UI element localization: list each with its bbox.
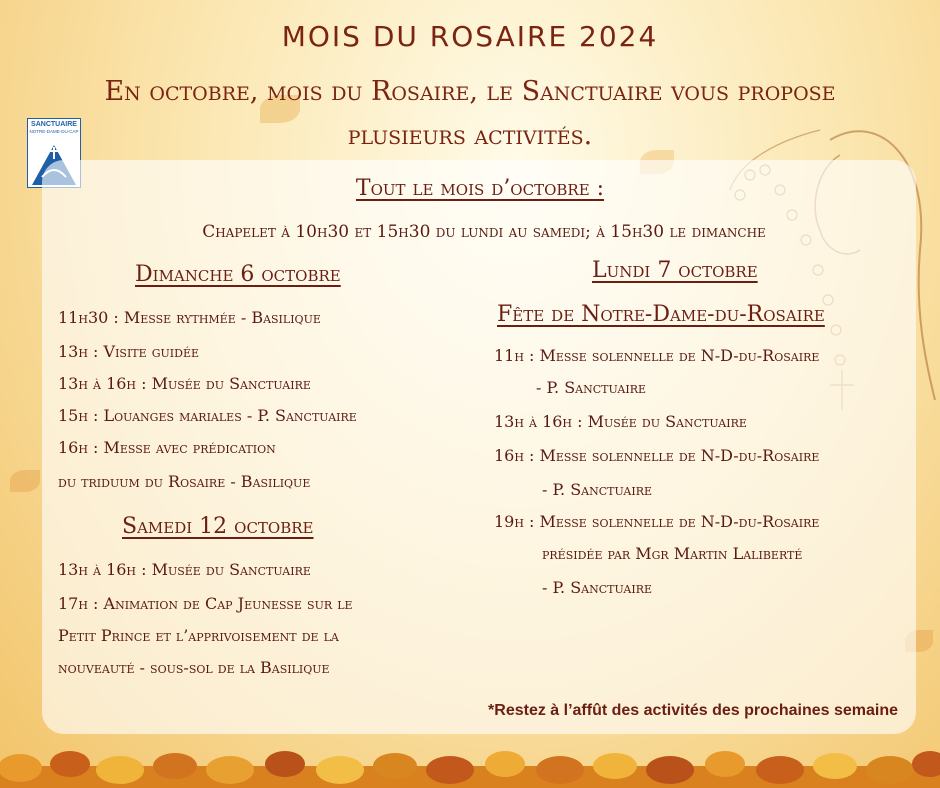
schedule-line: 13h à 16h : Musée du Sanctuaire (494, 412, 747, 431)
schedule-line: - P. Sanctuaire (542, 578, 653, 597)
sunday-heading: Dimanche 6 octobre (135, 262, 341, 287)
schedule-line: 16h : Messe solennelle de N-D-du-Rosaire (494, 446, 820, 465)
month-heading: Tout le mois d’octobre : (355, 176, 605, 201)
schedule-line: 15h : Louanges mariales - P. Sanctuaire (58, 406, 357, 425)
schedule-line: 17h : Animation de Cap Jeunesse sur le (58, 594, 353, 613)
schedule-line: 11h : Messe solennelle de N-D-du-Rosaire (494, 346, 820, 365)
page-subtitle (20, 70, 920, 158)
schedule-line: 13h à 16h : Musée du Sanctuaire (58, 560, 311, 579)
saturday-heading: Samedi 12 octobre (122, 514, 314, 539)
schedule-line: 13h : Visite guidée (58, 342, 200, 361)
month-detail: Chapelet à 10h30 et 15h30 du lundi au samedi; à 15h30 le dimanche (202, 222, 766, 242)
schedule-line: - P. Sanctuaire (536, 378, 647, 397)
subtitle-line: En octobre, mois du Rosaire, le Sanctuaire vous propose (104, 76, 836, 107)
schedule-line: présidée par Mgr Martin Laliberté (542, 544, 803, 563)
monday-feast-heading: Fête de Notre-Dame-du-Rosaire (497, 302, 825, 327)
schedule-line: 16h : Messe avec prédication (58, 438, 276, 457)
schedule-line: 19h : Messe solennelle de N-D-du-Rosaire (494, 512, 820, 531)
schedule-line: 11h30 : Messe rythmée - Basilique (58, 308, 321, 327)
subtitle-line: plusieurs activités. (347, 120, 593, 151)
schedule-line: - P. Sanctuaire (542, 480, 653, 499)
schedule-line: du triduum du Rosaire - Basilique (58, 472, 311, 491)
footer-note: *Restez à l’affût des activités des prochaines semaine (488, 702, 898, 719)
schedule-line: Petit Prince et l’apprivoisement de la (58, 626, 339, 645)
schedule-line: 13h à 16h : Musée du Sanctuaire (58, 374, 311, 393)
autumn-leaves-border (0, 728, 940, 788)
logo-name: SANCTUAIRE (31, 121, 77, 128)
page-title: MOIS DU ROSAIRE 2024 (281, 20, 659, 53)
leaf-decoration (10, 470, 40, 492)
logo-subtitle: NOTRE-DAME-DU-CAP (29, 129, 79, 134)
monday-heading: Lundi 7 octobre (592, 258, 758, 283)
schedule-line: nouveauté - sous-sol de la Basilique (58, 658, 330, 677)
